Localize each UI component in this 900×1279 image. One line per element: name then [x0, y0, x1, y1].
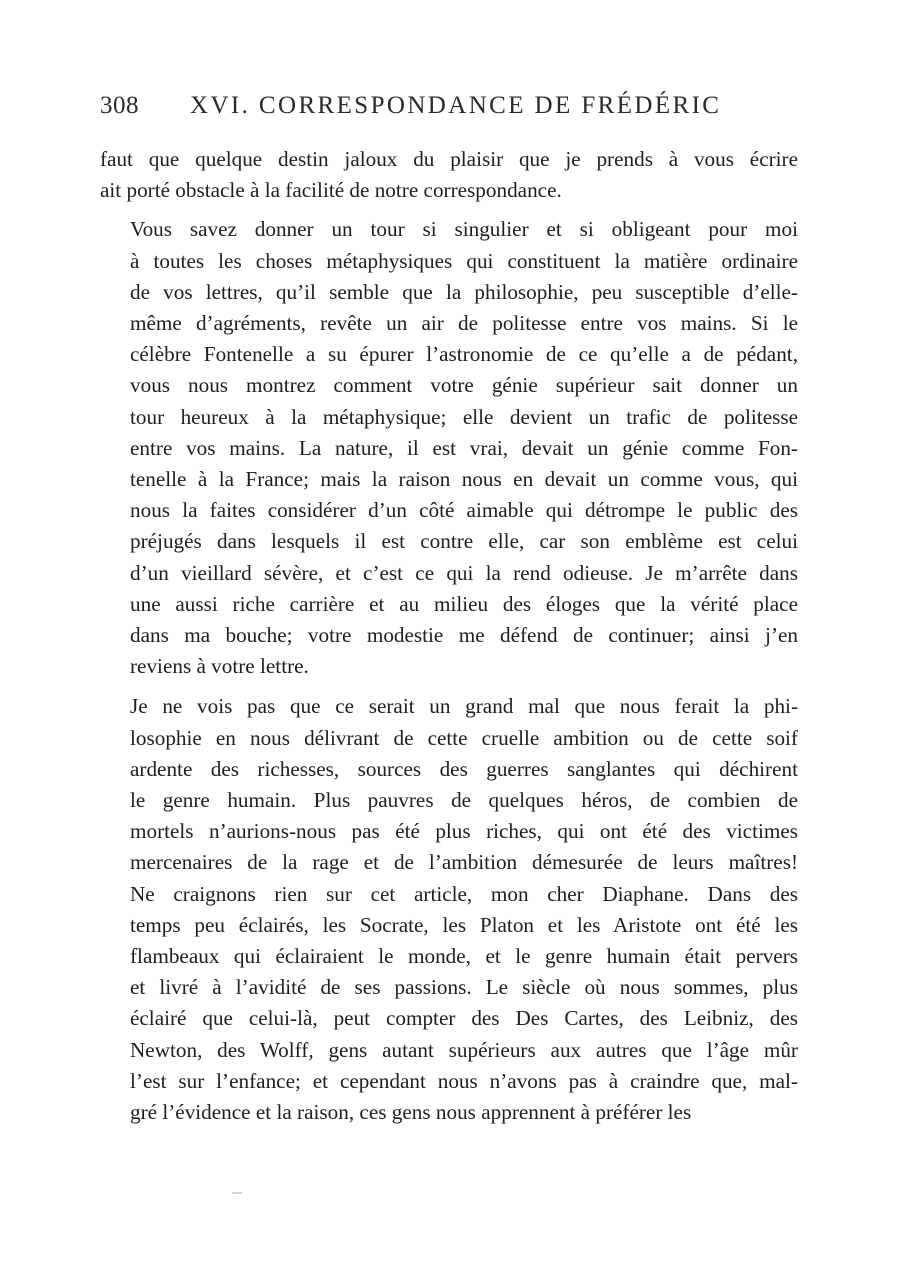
- text-line: flambeaux qui éclairaient le monde, et le genre humain était pervers: [130, 944, 798, 969]
- text-line: une aussi riche carrière et au milieu des éloges que la vérité place: [130, 591, 798, 616]
- text-line: reviens à votre lettre.: [130, 654, 309, 679]
- text-line: le genre humain. Plus pauvres de quelques héros, de combien de: [130, 788, 798, 813]
- text-line: à toutes les choses métaphysiques qui constituent la matière ordinaire: [130, 248, 798, 273]
- body-text: [100, 144, 798, 1128]
- text-line: l’est sur l’enfance; et cependant nous n’avons pas à craindre que, mal-: [130, 1068, 798, 1093]
- running-head-title: XVI. CORRESPONDANCE DE FRÉDÉRIC: [190, 92, 722, 119]
- page-number: 308: [100, 92, 139, 119]
- text-line: nous la faites considérer d’un côté aimable qui détrompe le public des: [130, 498, 798, 523]
- text-line: losophie en nous délivrant de cette cruelle ambition ou de cette soif: [130, 725, 798, 750]
- text-line: de vos lettres, qu’il semble que la philosophie, peu susceptible d’elle-: [130, 279, 798, 304]
- text-line: d’un vieillard sévère, et c’est ce qui la rend odieuse. Je m’arrête dans: [130, 560, 798, 585]
- paragraph: [100, 214, 798, 682]
- text-line: même d’agréments, revête un air de politesse entre vos mains. Si le: [130, 311, 798, 336]
- running-head: [100, 92, 800, 132]
- text-line: ardente des richesses, sources des guerres sanglantes qui déchirent: [130, 756, 798, 781]
- text-line: Ne craignons rien sur cet article, mon cher Diaphane. Dans des: [130, 881, 798, 906]
- paragraph: [100, 144, 798, 206]
- text-line: Je ne vois pas que ce serait un grand mal que nous ferait la phi-: [130, 694, 798, 719]
- text-line: tenelle à la France; mais la raison nous en devait un comme vous, qui: [130, 467, 798, 492]
- text-line: vous nous montrez comment votre génie supérieur sait donner un: [130, 373, 798, 398]
- text-line: Newton, des Wolff, gens autant supérieurs aux autres que l’âge mûr: [130, 1037, 798, 1062]
- text-line: temps peu éclairés, les Socrate, les Platon et les Aristote ont été les: [130, 912, 798, 937]
- paragraph: [100, 691, 798, 1128]
- text-line: mercenaires de la rage et de l’ambition démesurée de leurs maîtres!: [130, 850, 798, 875]
- text-line: tour heureux à la métaphysique; elle devient un trafic de politesse: [130, 404, 798, 429]
- print-smudge: [232, 1192, 242, 1194]
- text-line: Vous savez donner un tour si singulier et si obligeant pour moi: [130, 217, 798, 242]
- text-line: célèbre Fontenelle a su épurer l’astronomie de ce qu’elle a de pédant,: [130, 342, 798, 367]
- text-line: mortels n’aurions-nous pas été plus riches, qui ont été des victimes: [130, 819, 798, 844]
- text-line: gré l’évidence et la raison, ces gens nous apprennent à préférer les: [130, 1100, 692, 1125]
- text-line: préjugés dans lesquels il est contre elle, car son emblème est celui: [130, 529, 798, 554]
- text-line: ait porté obstacle à la facilité de notre correspondance.: [100, 178, 562, 203]
- text-line: et livré à l’avidité de ses passions. Le siècle où nous sommes, plus: [130, 975, 798, 1000]
- text-line: dans ma bouche; votre modestie me défend de continuer; ainsi j’en: [130, 623, 798, 648]
- text-line: éclairé que celui-là, peut compter des Des Cartes, des Leibniz, des: [130, 1006, 798, 1031]
- text-line: entre vos mains. La nature, il est vrai, devait un génie comme Fon-: [130, 435, 798, 460]
- text-line: faut que quelque destin jaloux du plaisir que je prends à vous écrire: [100, 147, 798, 171]
